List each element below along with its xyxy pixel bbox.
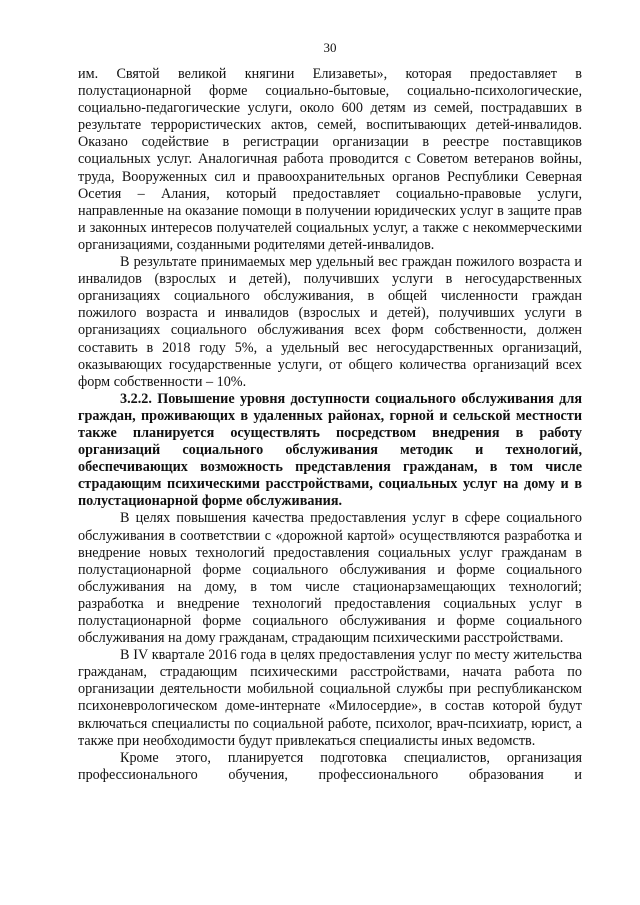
paragraph-nongovernmental-share: В результате принимаемых мер удельный вес граждан пожилого возраста и инвалидов (взрослых и детей), получивших услуги в негосударственных организациях социального обслуживания, в общей численности граждан пожилого возраста и инвалидов (взрослых и детей), получивших услуги в организациях социального обслуживания всех форм собственности, должен составить в 2018 году 5%, а удельный вес негосударственных организаций, оказывающих государственные услуги, от общего количества организаций всех форм собственности – 10%. [78,254,582,390]
paragraph-elizabeth-organization: им. Святой великой княгини Елизаветы», которая предоставляет в полустационарной форме социально-бытовые, социально-психологические, социально-педагогические услуги, около 600 детям из семей, пострадавших в результате террористических актов, семей, воспитывающих детей-инвалидов. Оказано содействие в регистрации организации в реестре поставщиков социальных услуг. Аналогичная работа проводится с Советом ветеранов войны, труда, Вооруженных сил и правоохранительных органов Республики Северная Осетия – Алания, который предоставляет социально-правовые услуги, направленные на оказание помощи в получении юридических услуг в защите прав и законных интересов получателей социальных услуг, а также с некоммерческими организациями, созданными родителями детей-инвалидов. [78,66,582,253]
page-number: 30 [323,40,337,55]
paragraph-mobile-social-service: В IV квартале 2016 года в целях предоставления услуг по месту жительства гражданам, страдающим психическими расстройствами, начата работа по организации деятельности мобильной социальной службы при республиканском психоневрологическом доме-интернате «Милосердие», в состав которой будут включаться специалисты по социальной работе, психолог, врач-психиатр, юрист, а также при необходимости будут привлекаться специалисты иных ведомств. [78,647,582,749]
section-heading-3-2-2: 3.2.2. Повышение уровня доступности социального обслуживания для граждан, проживающих в удаленных районах, горной и сельской местности также планируется осуществлять посредством внедрения в работу организаций социального обслуживания методик и технологий, обеспечивающих возможность представления гражданам, в том числе страдающим психическими расстройствами, социальных услуг на дому и в полустационарной форме обслуживания. [78,390,582,510]
paragraph-specialist-training: Кроме этого, планируется подготовка специалистов, организация профессионального обучения, профессионального образования и [78,749,582,783]
paragraph-roadmap-technologies: В целях повышения качества предоставления услуг в сфере социального обслуживания в соответствии с «дорожной картой» осуществляются разработка и внедрение новых технологий предоставления социальных услуг гражданам в полустационарной форме социального обслуживания и форме социального обслуживания на дому, в том числе стационарзамещающих технологий; разработка и внедрение технологий предоставления социальных услуг в полустационарной форме социального обслуживания и форме социального обслуживания на дому гражданам, страдающим психическими расстройствами. [78,510,582,647]
